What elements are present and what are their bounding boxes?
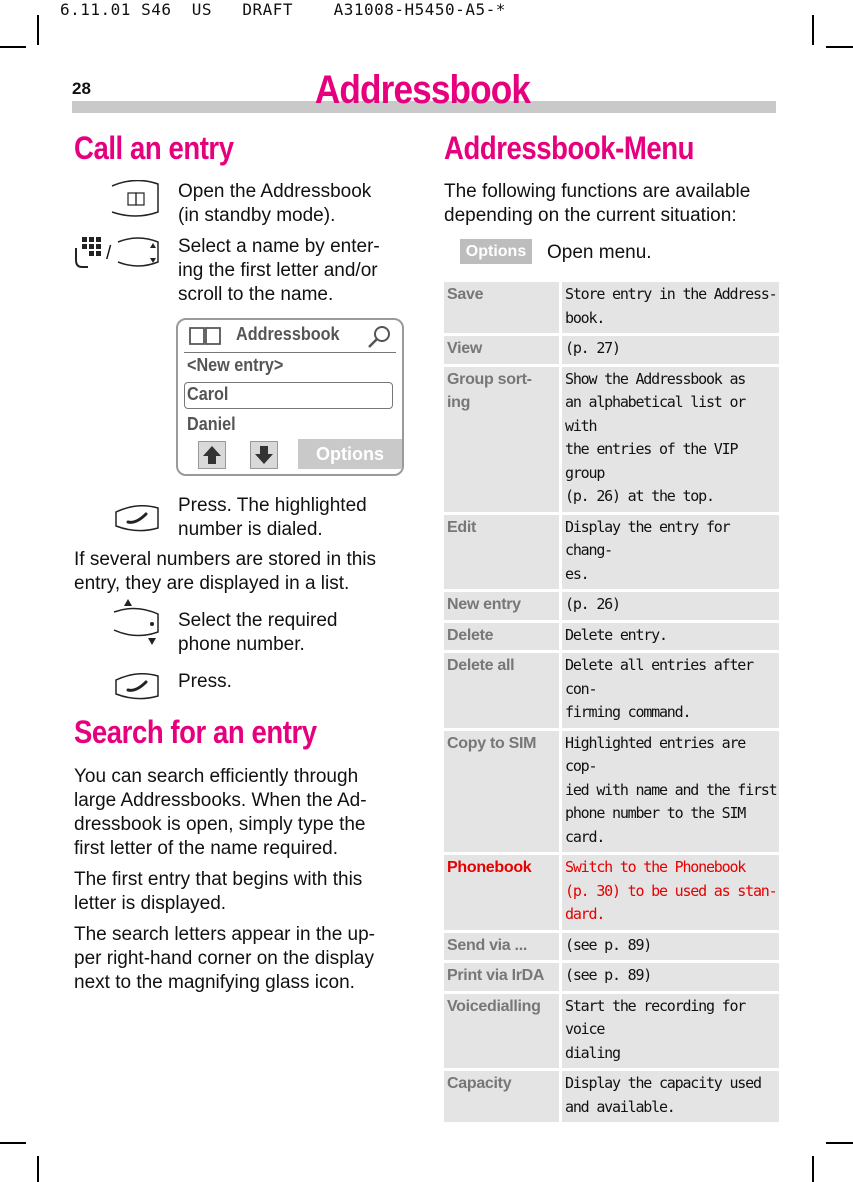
- scroll-key-icon: [110, 598, 162, 646]
- menu-row[interactable]: [444, 933, 779, 961]
- book-icon: [110, 180, 162, 220]
- menu-heading: Addressbook-Menu: [444, 130, 694, 166]
- step1-line2: (in standby mode).: [178, 205, 336, 226]
- search-p1-line2: large Addressbooks. When the Ad-: [74, 790, 367, 811]
- menu-row[interactable]: [444, 994, 779, 1069]
- multi-number-line2: entry, they are displayed in a list.: [74, 573, 350, 594]
- menu-item-description: [562, 933, 779, 961]
- display-item[interactable]: <New entry>: [187, 355, 284, 375]
- menu-row[interactable]: [444, 1071, 779, 1122]
- keypad-scroll-separator: /: [106, 243, 112, 264]
- menu-item-label: [444, 367, 559, 512]
- menu-row[interactable]: [444, 336, 779, 364]
- menu-item-description: [562, 731, 779, 853]
- step3-line2: number is dialed.: [178, 519, 323, 540]
- magnifier-icon: [366, 324, 394, 350]
- menu-item-label-line: Delete all: [447, 657, 515, 674]
- menu-item-label-line: Delete: [447, 626, 494, 644]
- crop-mark: [37, 15, 39, 45]
- phone-display: [176, 318, 404, 476]
- menu-item-label-line: Voicedialling: [447, 997, 541, 1015]
- menu-item-label: [444, 855, 559, 930]
- search-p1-line4: first letter of the name required.: [74, 838, 339, 859]
- scroll-key-icon: [114, 232, 162, 272]
- book-icon: [188, 324, 222, 346]
- menu-row[interactable]: [444, 592, 779, 620]
- menu-item-description: [562, 855, 779, 930]
- step2-line1: Select a name by enter-: [178, 236, 380, 257]
- menu-item-description-line: Display the capacity used: [565, 1074, 761, 1092]
- menu-item-description-line: Switch to the Phonebook: [565, 858, 746, 876]
- menu-item-description: [562, 653, 779, 728]
- menu-intro-line2: depending on the current situation:: [444, 205, 737, 226]
- multi-number-line1: If several numbers are stored in this: [74, 549, 377, 570]
- display-item[interactable]: Daniel: [187, 414, 236, 434]
- crop-mark: [826, 1142, 853, 1144]
- menu-item-description-line: Show the Addressbook as: [565, 369, 746, 388]
- menu-item-description-line: ied with name and the first: [565, 780, 777, 799]
- search-p2-line2: letter is displayed.: [74, 893, 227, 914]
- menu-item-description-line: the entries of the VIP group: [565, 440, 738, 482]
- menu-table: [444, 279, 779, 1125]
- menu-item-description: [562, 994, 779, 1069]
- chapter-title: Addressbook: [314, 68, 531, 112]
- menu-item-label: [444, 963, 559, 991]
- arrow-up-icon: [199, 442, 225, 468]
- crop-mark: [812, 15, 814, 45]
- menu-item-label: [444, 336, 559, 364]
- step1-line1: Open the Addressbook: [178, 181, 372, 202]
- menu-item-label-line: New entry: [447, 596, 521, 613]
- menu-item-description: [562, 963, 779, 991]
- menu-item-label: [444, 282, 559, 333]
- menu-item-label-line: Edit: [447, 518, 477, 536]
- menu-item-description-line: (p. 26): [565, 595, 620, 613]
- call-key-icon: [112, 500, 162, 536]
- menu-item-label: [444, 933, 559, 961]
- search-p3-line2: per right-hand corner on the display: [74, 948, 374, 969]
- menu-item-description-line: phone number to the SIM: [565, 804, 746, 822]
- crop-mark: [0, 1142, 26, 1144]
- menu-item-description-line: Delete entry.: [565, 625, 667, 644]
- menu-item-description-line: card.: [565, 827, 605, 846]
- menu-row[interactable]: [444, 731, 779, 853]
- arrow-down-icon: [251, 442, 277, 468]
- menu-item-description-line: dard.: [565, 905, 605, 923]
- menu-item-description: [562, 515, 779, 590]
- menu-item-description-line: Store entry in the Address-: [565, 285, 777, 303]
- menu-row[interactable]: [444, 653, 779, 728]
- menu-item-description-line: (p. 27): [565, 339, 620, 357]
- menu-item-label-line: Save: [447, 286, 484, 303]
- crop-mark: [812, 1156, 814, 1182]
- menu-item-label-line: Print via IrDA: [447, 967, 545, 984]
- display-options-softkey[interactable]: Options: [298, 439, 402, 469]
- menu-item-label-line: Group sort-: [447, 370, 532, 388]
- menu-item-label-line: View: [447, 340, 482, 357]
- menu-intro-line1: The following functions are available: [444, 181, 751, 202]
- menu-row[interactable]: [444, 367, 779, 512]
- search-p2-line1: The first entry that begins with this: [74, 869, 363, 890]
- search-p3-line1: The search letters appear in the up-: [74, 924, 376, 945]
- menu-item-label-line: ing: [447, 393, 471, 411]
- options-softkey[interactable]: Options: [460, 239, 532, 264]
- step2-line2: ing the first letter and/or: [178, 260, 378, 281]
- call-entry-heading: Call an entry: [74, 130, 234, 166]
- menu-item-label: [444, 994, 559, 1069]
- step2-line3: scroll to the name.: [178, 284, 334, 305]
- search-p1-line3: dressbook is open, simply type the: [74, 814, 366, 835]
- call-key-icon: [112, 668, 162, 704]
- menu-row[interactable]: [444, 855, 779, 930]
- display-divider: [184, 352, 396, 353]
- display-title: Addressbook: [236, 324, 340, 344]
- menu-item-description-line: Highlighted entries are cop-: [565, 733, 746, 775]
- menu-item-description: [562, 1071, 779, 1122]
- menu-item-description-line: and available.: [565, 1097, 675, 1116]
- menu-item-label-line: Copy to SIM: [447, 734, 537, 752]
- down-softkey[interactable]: [250, 441, 278, 469]
- menu-item-label-line: Send via ...: [447, 936, 527, 954]
- draft-header: 6.11.01 S46 US DRAFT A31008-H5450-A5-*: [60, 0, 506, 19]
- menu-item-label: [444, 731, 559, 853]
- display-item-selected[interactable]: Carol: [187, 384, 229, 404]
- crop-mark: [826, 46, 853, 48]
- menu-item-label: [444, 515, 559, 590]
- menu-item-description-line: (p. 26) at the top.: [565, 487, 714, 505]
- search-p3-line3: next to the magnifying glass icon.: [74, 972, 355, 993]
- menu-item-label-line: Capacity: [447, 1075, 512, 1092]
- menu-item-description-line: an alphabetical list or with: [565, 393, 746, 435]
- menu-item-label: [444, 592, 559, 620]
- keypad-icon: [72, 234, 102, 270]
- menu-item-description: [562, 592, 779, 620]
- step5-text: Press.: [178, 671, 232, 692]
- menu-row[interactable]: [444, 623, 779, 651]
- menu-item-label-line: Phonebook: [447, 859, 532, 876]
- menu-row[interactable]: [444, 515, 779, 590]
- menu-row[interactable]: [444, 282, 779, 333]
- step3-line1: Press. The highlighted: [178, 495, 367, 516]
- menu-row[interactable]: [444, 963, 779, 991]
- crop-mark: [37, 1156, 39, 1182]
- search-p1-line1: You can search efficiently through: [74, 766, 359, 787]
- menu-item-description-line: book.: [565, 308, 605, 327]
- menu-item-description-line: (p. 30) to be used as stan-: [565, 881, 777, 900]
- menu-item-label: [444, 623, 559, 651]
- options-description: Open menu.: [547, 242, 652, 263]
- menu-item-description: [562, 367, 779, 512]
- menu-item-description-line: Start the recording for voice: [565, 996, 746, 1038]
- up-softkey[interactable]: [198, 441, 226, 469]
- menu-item-description-line: (see p. 89): [565, 935, 652, 954]
- crop-mark: [0, 46, 26, 48]
- menu-item-description-line: es.: [565, 564, 589, 583]
- menu-item-description: [562, 336, 779, 364]
- search-entry-heading: Search for an entry: [74, 714, 317, 750]
- step4-line2: phone number.: [178, 634, 305, 655]
- menu-item-description: [562, 623, 779, 651]
- menu-item-label: [444, 653, 559, 728]
- step4-line1: Select the required: [178, 610, 338, 631]
- page-number: 28: [72, 79, 91, 98]
- menu-item-description-line: Delete all entries after con-: [565, 656, 753, 698]
- menu-item-description-line: (see p. 89): [565, 966, 652, 984]
- menu-item-description-line: dialing: [565, 1043, 620, 1062]
- menu-item-description-line: Display the entry for chang-: [565, 517, 730, 559]
- menu-item-description: [562, 282, 779, 333]
- menu-item-description-line: firming command.: [565, 703, 691, 721]
- menu-item-label: [444, 1071, 559, 1122]
